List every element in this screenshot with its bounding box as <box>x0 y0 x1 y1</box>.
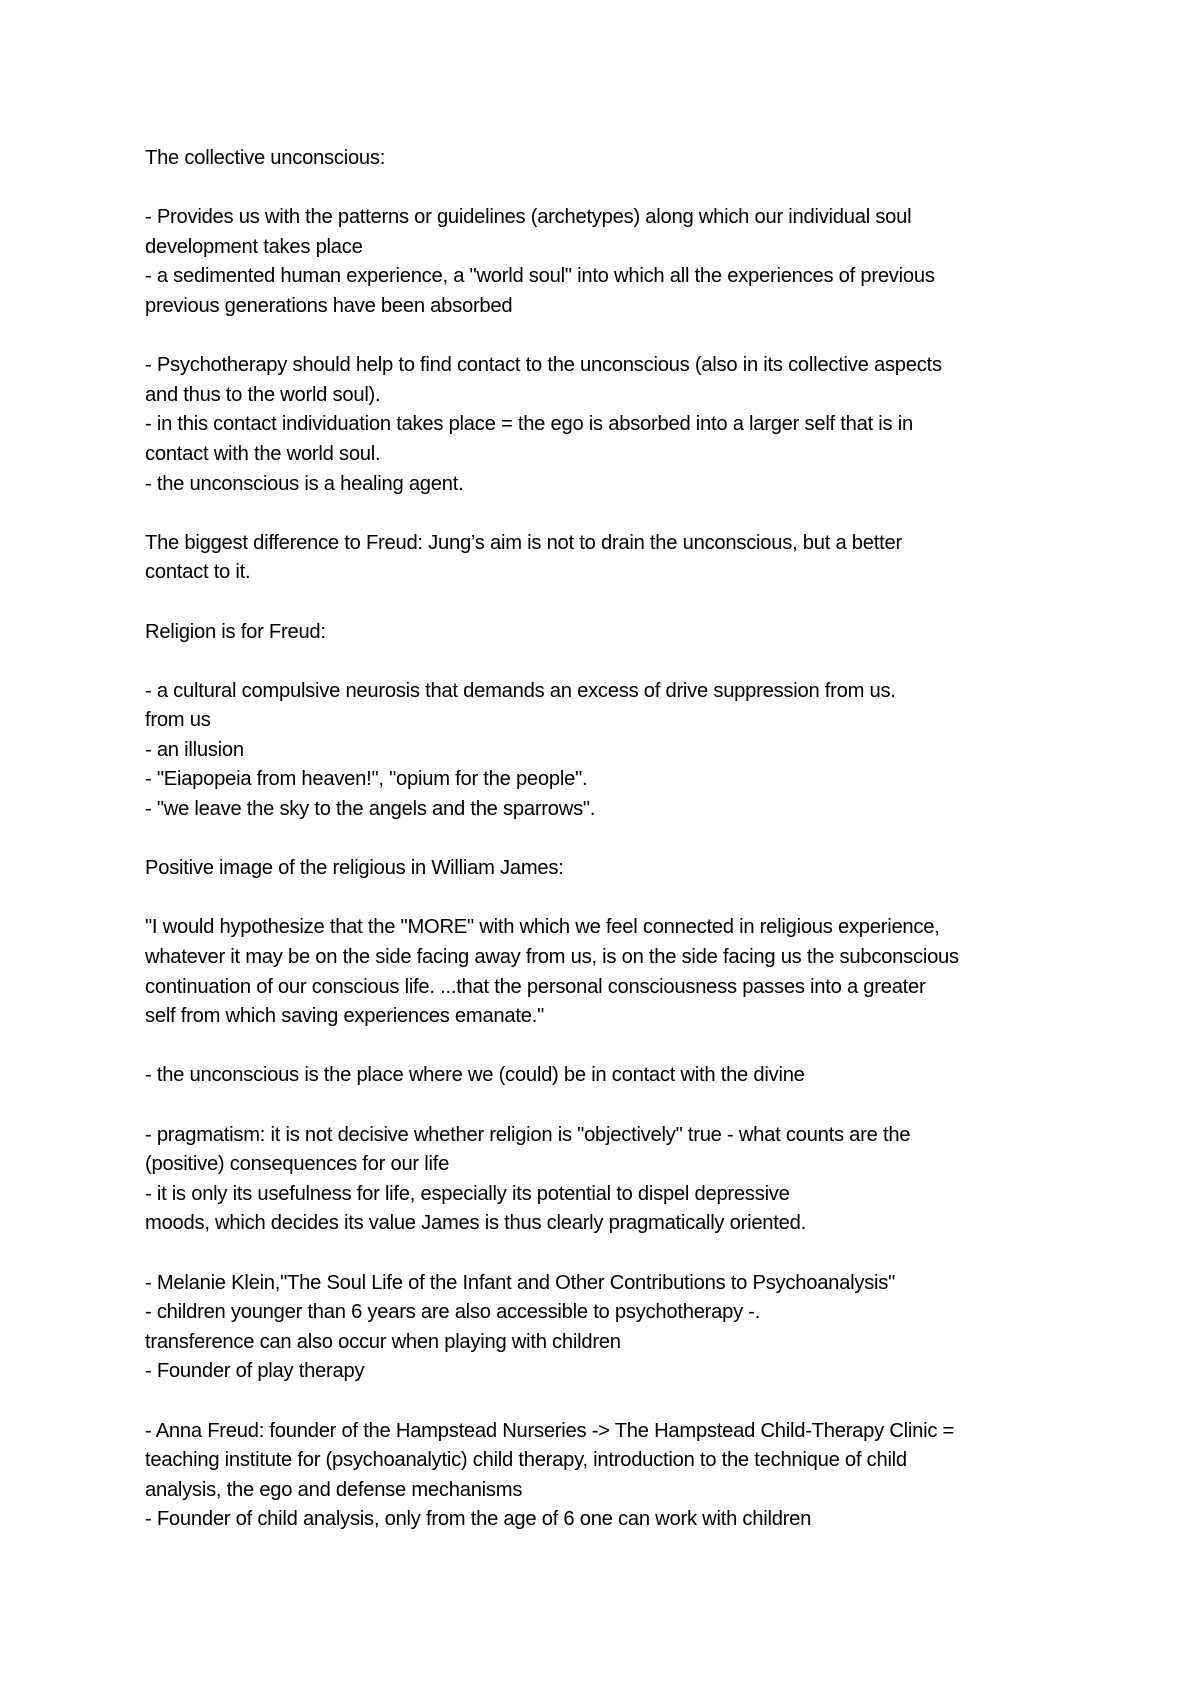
text-line: - Provides us with the patterns or guidelines (archetypes) along which our individual soul <box>145 206 912 229</box>
text-line: - a sedimented human experience, a "world soul" into which all the experiences of previous <box>145 265 935 288</box>
text-line: Religion is for Freud: <box>145 620 326 643</box>
text-line: - "Eiapopeia from heaven!", "opium for the people". <box>145 768 588 791</box>
blank-line <box>145 499 1075 529</box>
text-line: analysis, the ego and defense mechanisms <box>145 1478 523 1501</box>
text-line: - children younger than 6 years are also accessible to psychotherapy -. <box>145 1301 761 1324</box>
blank-line <box>145 588 1075 618</box>
document-page <box>145 144 1075 1535</box>
blank-line <box>145 825 1075 855</box>
text-line: - Founder of play therapy <box>145 1360 365 1383</box>
text-line: - an illusion <box>145 738 244 761</box>
text-line: - Founder of child analysis, only from the age of 6 one can work with children <box>145 1508 812 1531</box>
text-line: self from which saving experiences emanate." <box>145 1005 544 1028</box>
text-line: teaching institute for (psychoanalytic) child therapy, introduction to the technique of child <box>145 1449 907 1472</box>
blank-line <box>145 647 1075 677</box>
text-line: transference can also occur when playing with children <box>145 1330 621 1353</box>
blank-line <box>145 884 1075 914</box>
text-line: - it is only its usefulness for life, especially its potential to dispel depressive <box>145 1182 790 1205</box>
text-line: The biggest difference to Freud: Jung’s aim is not to drain the unconscious, but a better <box>145 531 902 554</box>
text-line: - the unconscious is the place where we (could) be in contact with the divine <box>145 1064 805 1087</box>
text-line: - the unconscious is a healing agent. <box>145 472 464 495</box>
blank-line <box>145 322 1075 352</box>
blank-line <box>145 1239 1075 1269</box>
text-line: Positive image of the religious in William James: <box>145 857 564 880</box>
text-line: The collective unconscious: <box>145 147 386 169</box>
blank-line <box>145 1032 1075 1062</box>
blank-line <box>145 1091 1075 1121</box>
text-line: - pragmatism: it is not decisive whether religion is "objectively" true - what counts are the <box>145 1123 911 1146</box>
text-line: continuation of our conscious life. ...that the personal consciousness passes into a greater <box>145 975 926 998</box>
text-line: development takes place <box>145 235 363 258</box>
text-line: contact with the world soul. <box>145 442 381 465</box>
text-line: and thus to the world soul). <box>145 383 381 406</box>
text-line: - Anna Freud: founder of the Hampstead Nurseries -> The Hampstead Child-Therapy Clinic = <box>145 1419 955 1442</box>
text-line: - in this contact individuation takes place = the ego is absorbed into a larger self that is in <box>145 413 913 436</box>
text-line: moods, which decides its value James is thus clearly pragmatically oriented. <box>145 1212 806 1235</box>
text-line: "I would hypothesize that the "MORE" with which we feel connected in religious experience, <box>145 916 940 939</box>
text-line: whatever it may be on the side facing away from us, is on the side facing us the subconscious <box>145 946 959 969</box>
text-line: from us <box>145 709 211 732</box>
blank-line <box>145 174 1075 204</box>
text-line: - a cultural compulsive neurosis that demands an excess of drive suppression from us. <box>145 679 896 702</box>
text-line: previous generations have been absorbed <box>145 294 513 317</box>
text-line: contact to it. <box>145 561 251 584</box>
text-line: - Psychotherapy should help to find contact to the unconscious (also in its collective aspects <box>145 354 942 377</box>
text-line: (positive) consequences for our life <box>145 1153 450 1176</box>
text-line: - "we leave the sky to the angels and the sparrows". <box>145 798 596 821</box>
blank-line <box>145 1387 1075 1417</box>
text-line: - Melanie Klein,"The Soul Life of the Infant and Other Contributions to Psychoanalysis" <box>145 1271 896 1294</box>
